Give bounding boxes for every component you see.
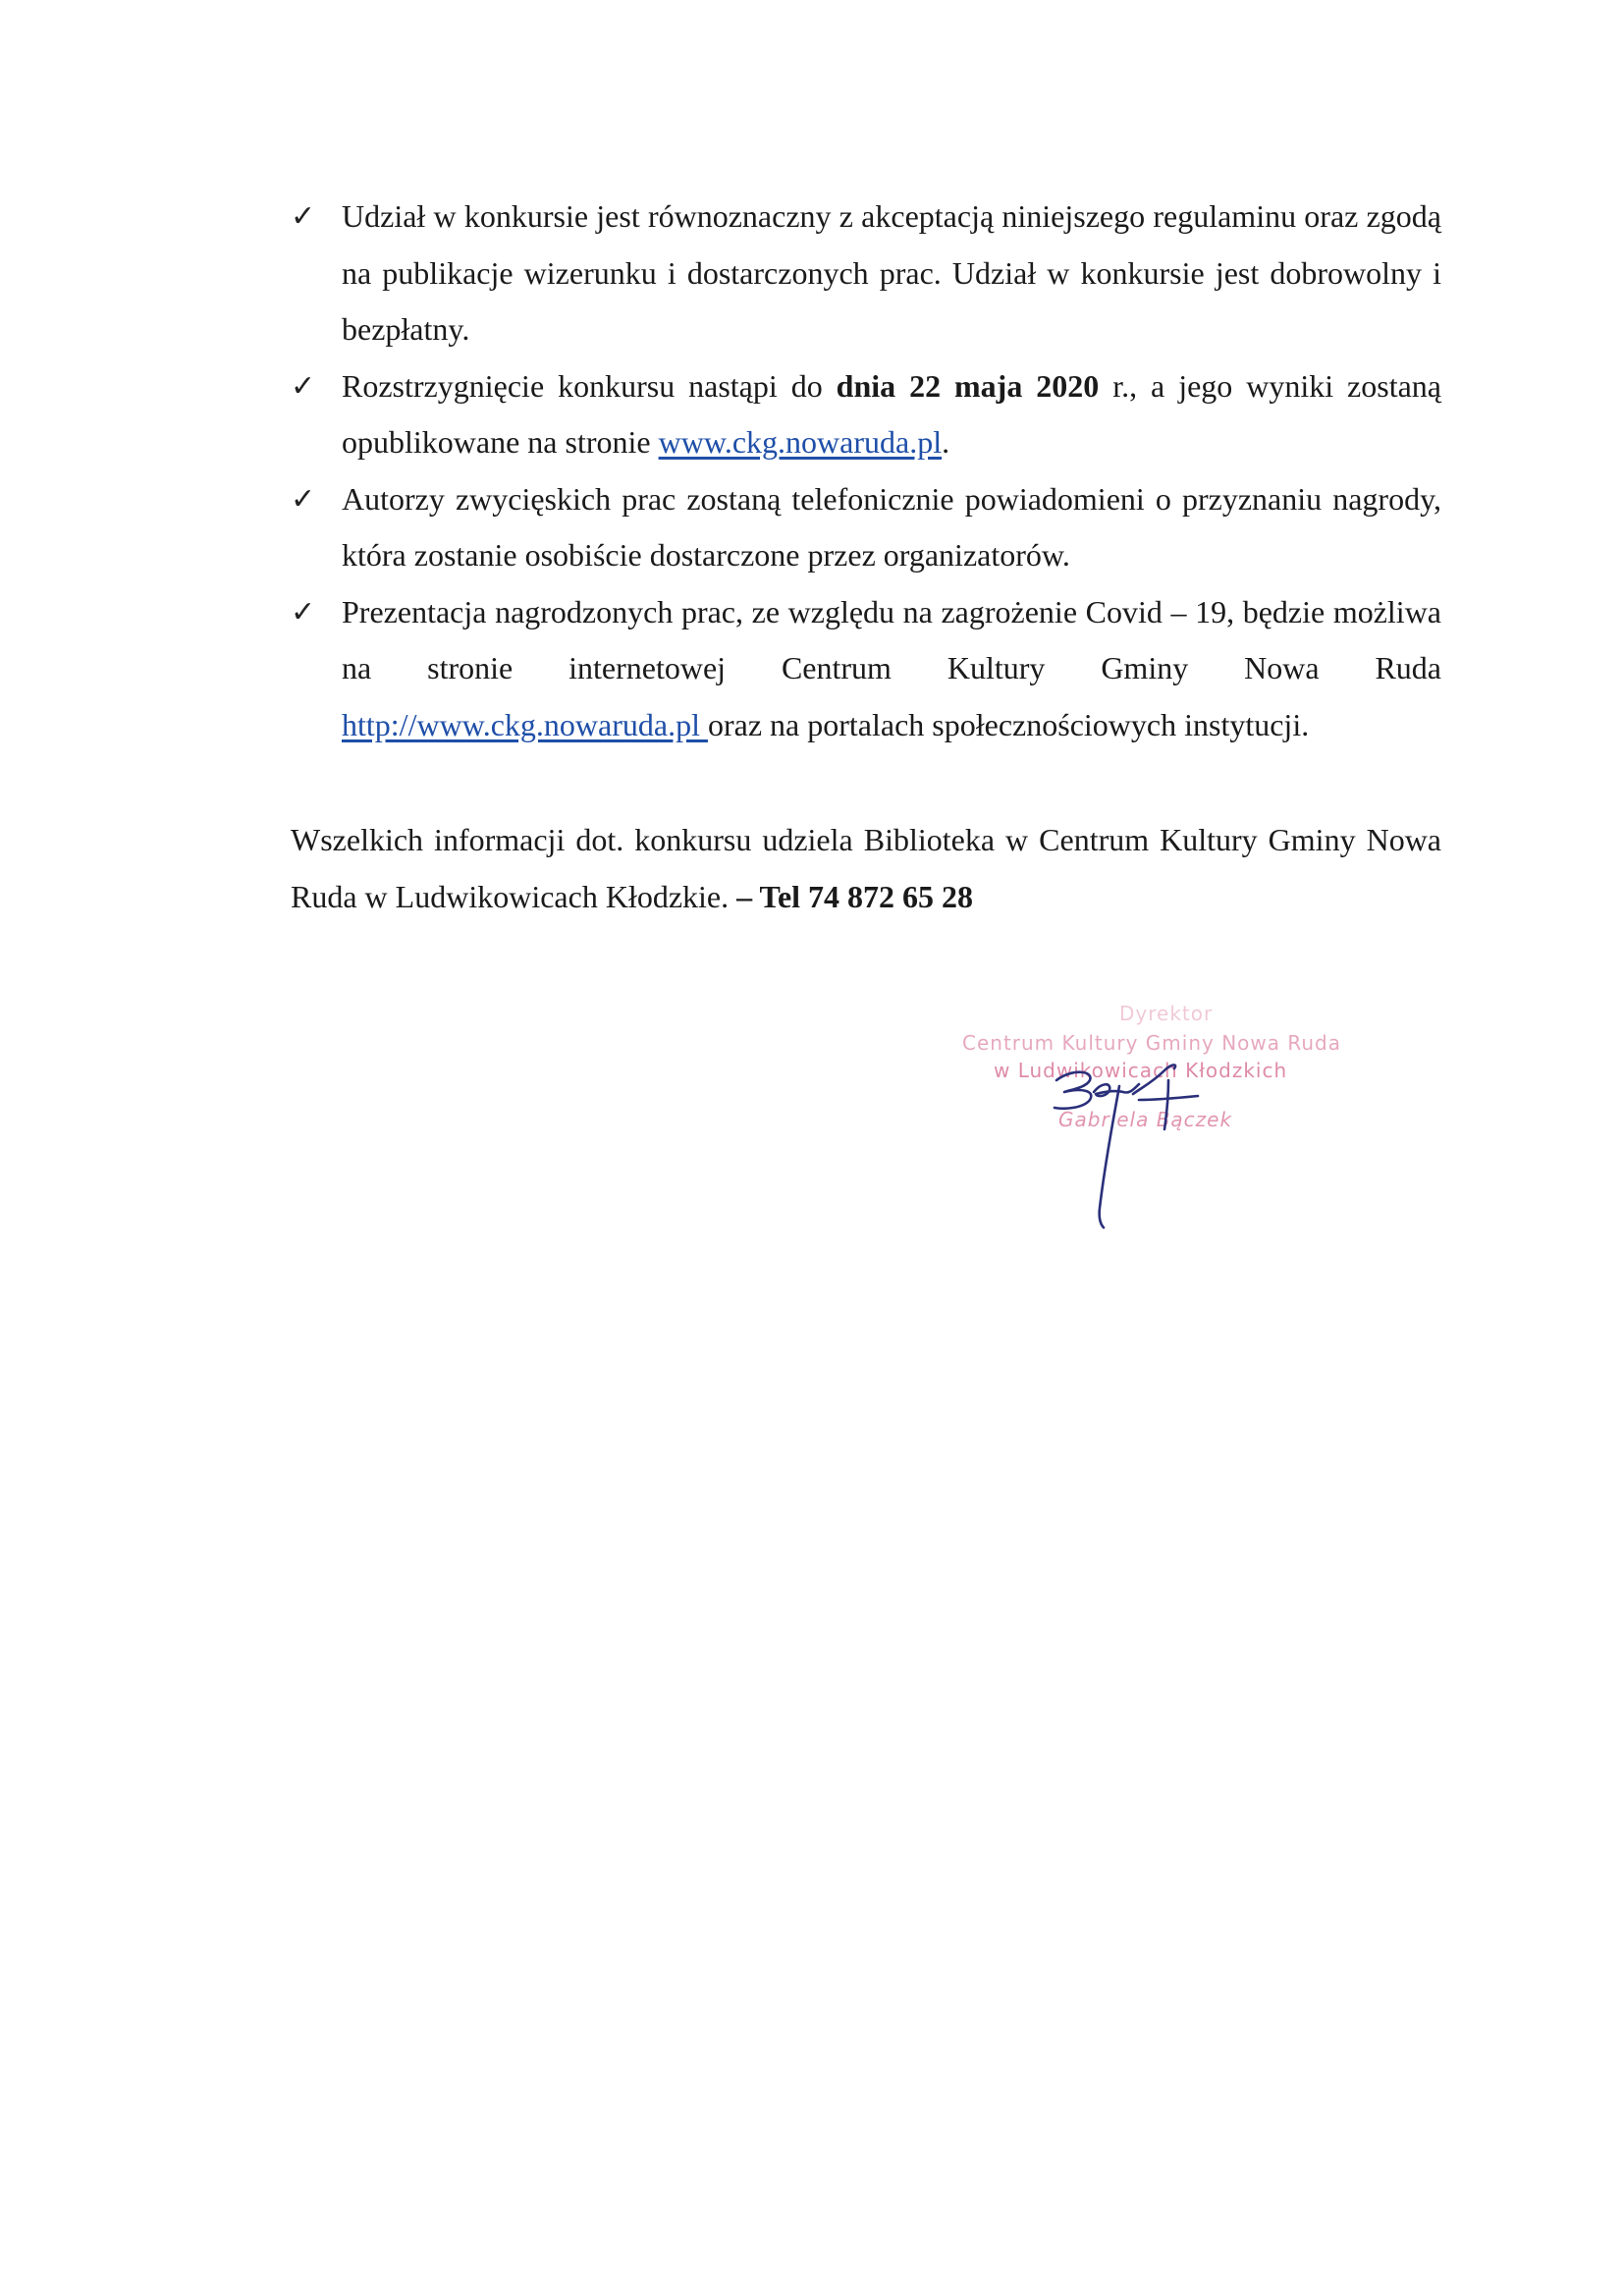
rule-text: . (942, 424, 950, 460)
check-mark-icon: ✓ (291, 594, 316, 629)
rule-text: oraz na portalach społecznościowych instytucji. (707, 706, 1310, 742)
rule-text: Autorzy zwycięskich prac zostaną telefonicznie powiadomieni o przyznaniu nagrody, która zostanie osobiście dostarczone przez organizatorów. (342, 480, 1441, 573)
stamp-line: Centrum Kultury Gminy Nowa Ruda (962, 1031, 1342, 1055)
rule-text: Udział w konkursie jest równoznaczny z akceptacją niniejszego regulaminu oraz zgodą na publikacje wizerunku i dostarczonych prac. Udział w konkursie jest dobrowolny i bezpłatny. (342, 198, 1441, 347)
stamp-line: Gabriela Bączek (1058, 1108, 1233, 1131)
stamp-line: w Ludwikowicach Kłodzkich (994, 1059, 1288, 1082)
stamp-line: Dyrektor (1119, 1002, 1214, 1025)
check-mark-icon: ✓ (291, 199, 316, 234)
rule-text: Prezentacja nagrodzonych prac, ze względu na zagrożenie Covid – 19, będzie możliwa na stronie internetowej Centrum Kultury Gminy Nowa Ruda (342, 593, 1441, 685)
rule-item-results (291, 358, 1441, 471)
rule-item-presentation (291, 584, 1441, 754)
contact-phone: – Tel 74 872 65 28 (736, 878, 974, 914)
check-mark-icon: ✓ (291, 368, 316, 404)
website-link[interactable]: http://www.ckg.nowaruda.pl (342, 706, 708, 742)
contact-text: Wszelkich informacji dot. konkursu udziela Biblioteka w Centrum Kultury Gminy Nowa Ruda w Ludwikowicach Kłodzkie. (291, 822, 1441, 914)
website-link[interactable]: www.ckg.nowaruda.pl (658, 424, 943, 460)
signature-icon (1051, 1061, 1247, 1237)
check-mark-icon: ✓ (291, 481, 316, 517)
rule-item-participation (291, 189, 1441, 358)
rule-item-winners (291, 471, 1441, 584)
rule-text: Rozstrzygnięcie konkursu nastąpi do (342, 367, 837, 404)
rules-list (291, 189, 1441, 753)
rule-text: r., a jego wyniki zostaną opublikowane na stronie (342, 367, 1442, 460)
contact-info (291, 812, 1441, 925)
results-date: dnia 22 maja 2020 (836, 367, 1100, 404)
